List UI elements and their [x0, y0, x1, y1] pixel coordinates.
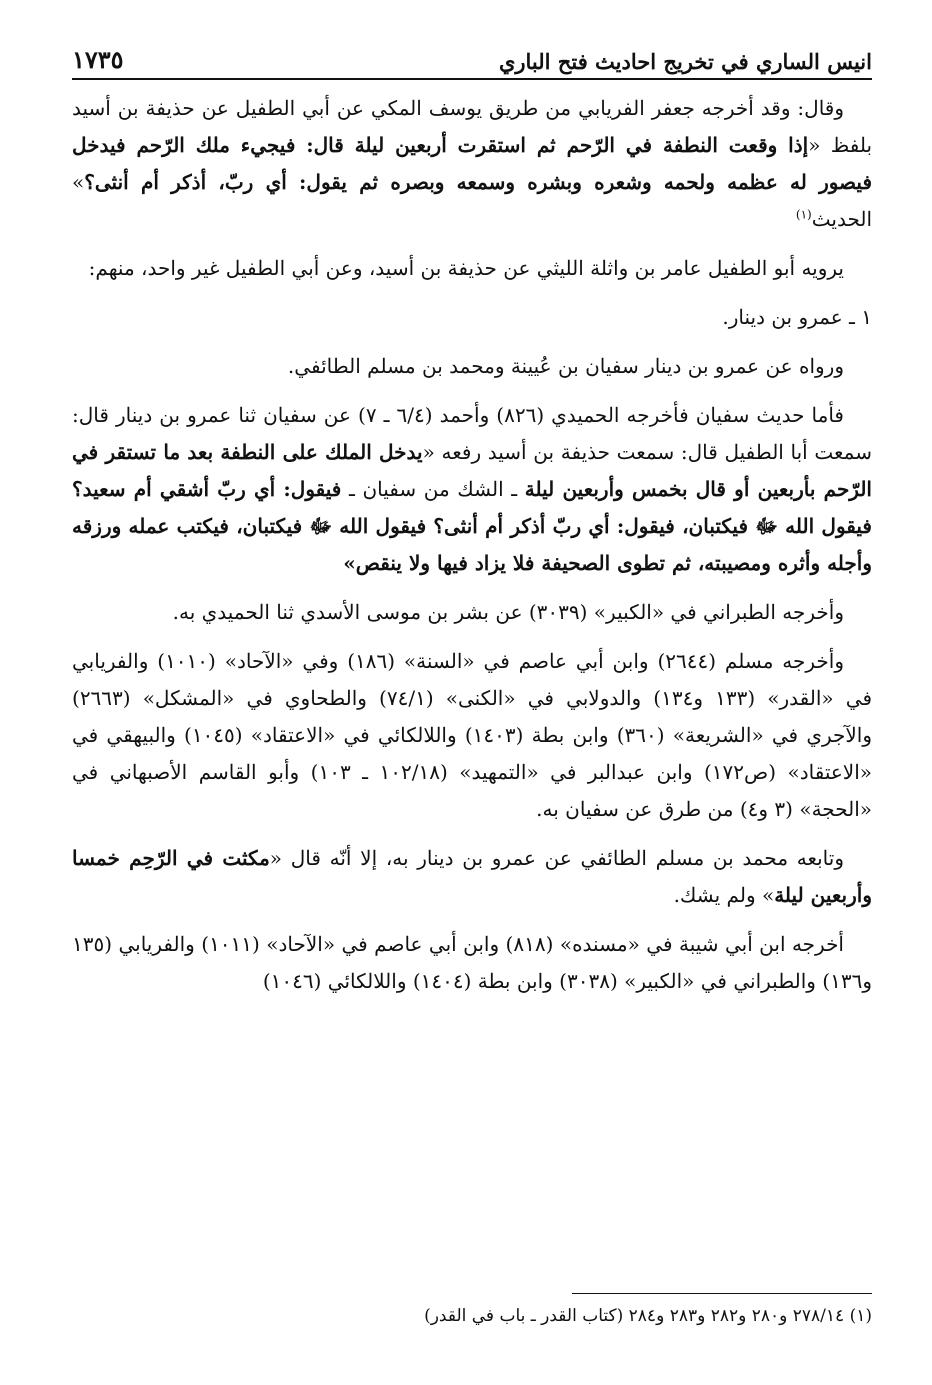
p8b-bold: مكثت في الرّحِم خمسا وأربعين ليلة [72, 846, 872, 907]
p1-end: » الحديث [72, 170, 872, 231]
paragraph-7: وأخرجه مسلم (٢٦٤٤) وابن أبي عاصم في «السنة» (١٨٦) وفي «الآحاد» (١٠١٠) والفريابي في «القدر» (١٣٣ و١٣٤) والدولابي في «الكنى» (٧٤/١) والطحاوي في «المشكل» (٢٦٦٣) والآجري في «الشريعة» (٣٦٠) وابن بطة (١٤٠٣) واللالكائي في «الاعتقاد» (١٠٤٥) والبيهقي في «الاعتقاد» (ص١٧٢) وابن عبدالبر في «التمهيد» (١٠٢/١٨ ـ ١٠٣) وأبو القاسم الأصبهاني في «الحجة» (٣ و٤) من طرق عن سفيان به. [72, 649, 873, 821]
footnote-divider [572, 1293, 872, 1294]
running-title: انيس الساري في تخريج احاديث فتح الباري [498, 49, 872, 74]
paragraph-4: ورواه عن عمرو بن دينار سفيان بن عُيينة ومحمد بن مسلم الطائفي. [287, 354, 844, 378]
page-number: ١٧٣٥ [72, 45, 124, 74]
p5c: ـ الشك من سفيان ـ [341, 477, 525, 501]
paragraph-9: أخرجه ابن أبي شيبة في «مسنده» (٨١٨) وابن أبي عاصم في «الآحاد» (١٠١١) والفريابي (١٣٥ و١٣٦) والطبراني في «الكبير» (٣٠٣٨) وابن بطة (١٤٠٤) واللالكائي (١٠٤٦) [72, 932, 872, 993]
p1-text: وقال: وقد أخرجه جعفر الفريابي من طريق يوسف المكي عن أبي الطفيل عن حذيفة بن أسيد بلفظ « [72, 96, 873, 157]
paragraph-1 [72, 90, 872, 238]
footnote: (١) ٢٧٨/١٤ و٢٨٠ و٢٨٢ و٢٨٣ و٢٨٤ (كتاب القدر ـ باب في القدر) [424, 1306, 872, 1326]
p5d-bold: فيقول: أي ربّ أشقي أم سعيد؟ فيقول الله ﷻ فيكتبان، فيقول: أي ربّ أذكر أم أنثى؟ فيقول الله ﷻ فيكتبان، فيكتب عمله ورزقه وأجله وأثره ومصيبته، ثم تطوى الصحيفة فلا يزاد فيها ولا ينقص [72, 477, 872, 575]
paragraph-8 [72, 840, 872, 914]
paragraph-2: يرويه أبو الطفيل عامر بن واثلة الليثي عن حذيفة بن أسيد، وعن أبي الطفيل غير واحد، منهم: [88, 256, 844, 280]
footnote-ref: (١) [795, 207, 812, 222]
p1-hadith-bold: إذا وقعت النطفة في الرّحم ثم استقرت أربعين ليلة قال: فيجيء ملك الرّحم فيدخل فيصور له عظمه ولحمه وشعره وبشره وسمعه وبصره ثم يقول: أي ربّ، أذكر أم أنثى؟ [72, 133, 872, 194]
paragraph-6: وأخرجه الطبراني في «الكبير» (٣٠٣٩) عن بشر بن موسى الأسدي ثنا الحميدي به. [172, 600, 844, 624]
paragraph-5 [72, 397, 872, 582]
page-body [72, 90, 872, 1000]
page-header [72, 36, 872, 80]
p8a: وتابعه محمد بن مسلم الطائفي عن عمرو بن دينار به، إلا أنّه قال « [269, 846, 844, 870]
numbered-item-1: ١ ـ عمرو بن دينار. [722, 305, 872, 329]
p5a: فأما حديث سفيان فأخرجه الحميدي (٨٢٦) وأحمد (٦/٤ ـ ٧) عن سفيان ثنا عمرو بن دينار قال: سمعت أبا الطفيل قال: سمعت حذيفة بن أسيد رفعه « [72, 403, 872, 464]
p5b-bold: يدخل الملك على النطفة بعد ما تستقر في الرّحم بأربعين أو قال بخمس وأربعين ليلة [72, 440, 872, 501]
p5e: » [343, 551, 356, 575]
p8c: » ولم يشك. [673, 883, 775, 907]
